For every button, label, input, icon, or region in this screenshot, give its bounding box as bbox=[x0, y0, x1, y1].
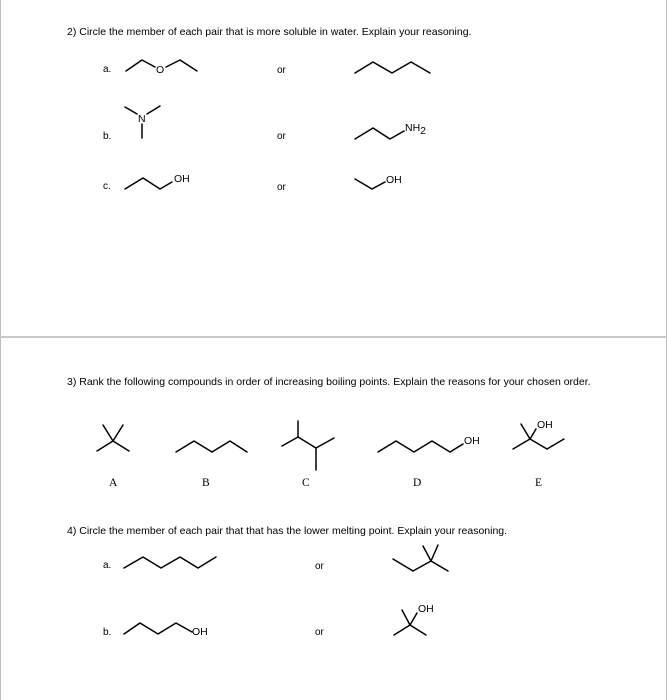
diethyl-ether-structure bbox=[126, 60, 197, 76]
compound-c-structure bbox=[282, 421, 334, 470]
q4b-tertiary-alcohol-structure bbox=[394, 603, 434, 635]
ethanol-structure bbox=[355, 174, 402, 189]
trimethylamine-structure bbox=[125, 106, 160, 138]
amino-group: NH2 bbox=[405, 122, 427, 137]
oxygen-atom: O bbox=[156, 64, 165, 76]
question-2a-label: a. bbox=[103, 64, 112, 75]
propylamine-structure bbox=[355, 122, 426, 139]
compound-label-d: D bbox=[413, 477, 422, 489]
question-3-prompt: 3) Rank the following compounds in order of increasing boiling points. Explain the reasons for your chosen order. bbox=[67, 376, 591, 388]
question-2c-or: or bbox=[277, 182, 286, 193]
compound-label-e: E bbox=[535, 477, 543, 489]
hydroxyl-group: OH bbox=[386, 174, 402, 186]
hydroxyl-group: OH bbox=[418, 603, 434, 615]
compound-label-b: B bbox=[202, 477, 210, 489]
hydroxyl-group: OH bbox=[464, 435, 480, 447]
hydroxyl-group: OH bbox=[192, 626, 208, 638]
q4a-neopentane-structure bbox=[393, 545, 448, 571]
nitrogen-atom: N bbox=[138, 113, 146, 125]
pentane-structure bbox=[355, 62, 430, 73]
q4a-pentane-structure bbox=[124, 557, 216, 568]
question-4b-label: b. bbox=[103, 627, 112, 638]
propanol-structure bbox=[125, 173, 190, 189]
hydroxyl-group: OH bbox=[537, 419, 553, 431]
question-4a-label: a. bbox=[103, 560, 112, 571]
compound-e-structure bbox=[513, 419, 564, 449]
question-2a-or: or bbox=[277, 65, 286, 76]
compound-label-a: A bbox=[109, 477, 118, 489]
question-4-prompt: 4) Circle the member of each pair that that has the lower melting point. Explain your reasoning. bbox=[67, 525, 508, 537]
hydroxyl-group: OH bbox=[174, 173, 190, 185]
question-4b-or: or bbox=[315, 627, 324, 638]
question-2b-label: b. bbox=[103, 131, 112, 142]
compound-b-structure bbox=[176, 441, 247, 452]
question-2b-or: or bbox=[277, 131, 286, 142]
compound-d-structure bbox=[378, 435, 480, 452]
compound-a-structure bbox=[97, 425, 129, 451]
question-2c-label: c. bbox=[103, 181, 111, 192]
question-4a-or: or bbox=[315, 561, 324, 572]
question-2-prompt: 2) Circle the member of each pair that is more soluble in water. Explain your reasoning. bbox=[67, 26, 472, 38]
q4b-pentanol-structure bbox=[124, 623, 208, 638]
compound-label-c: C bbox=[302, 477, 310, 489]
